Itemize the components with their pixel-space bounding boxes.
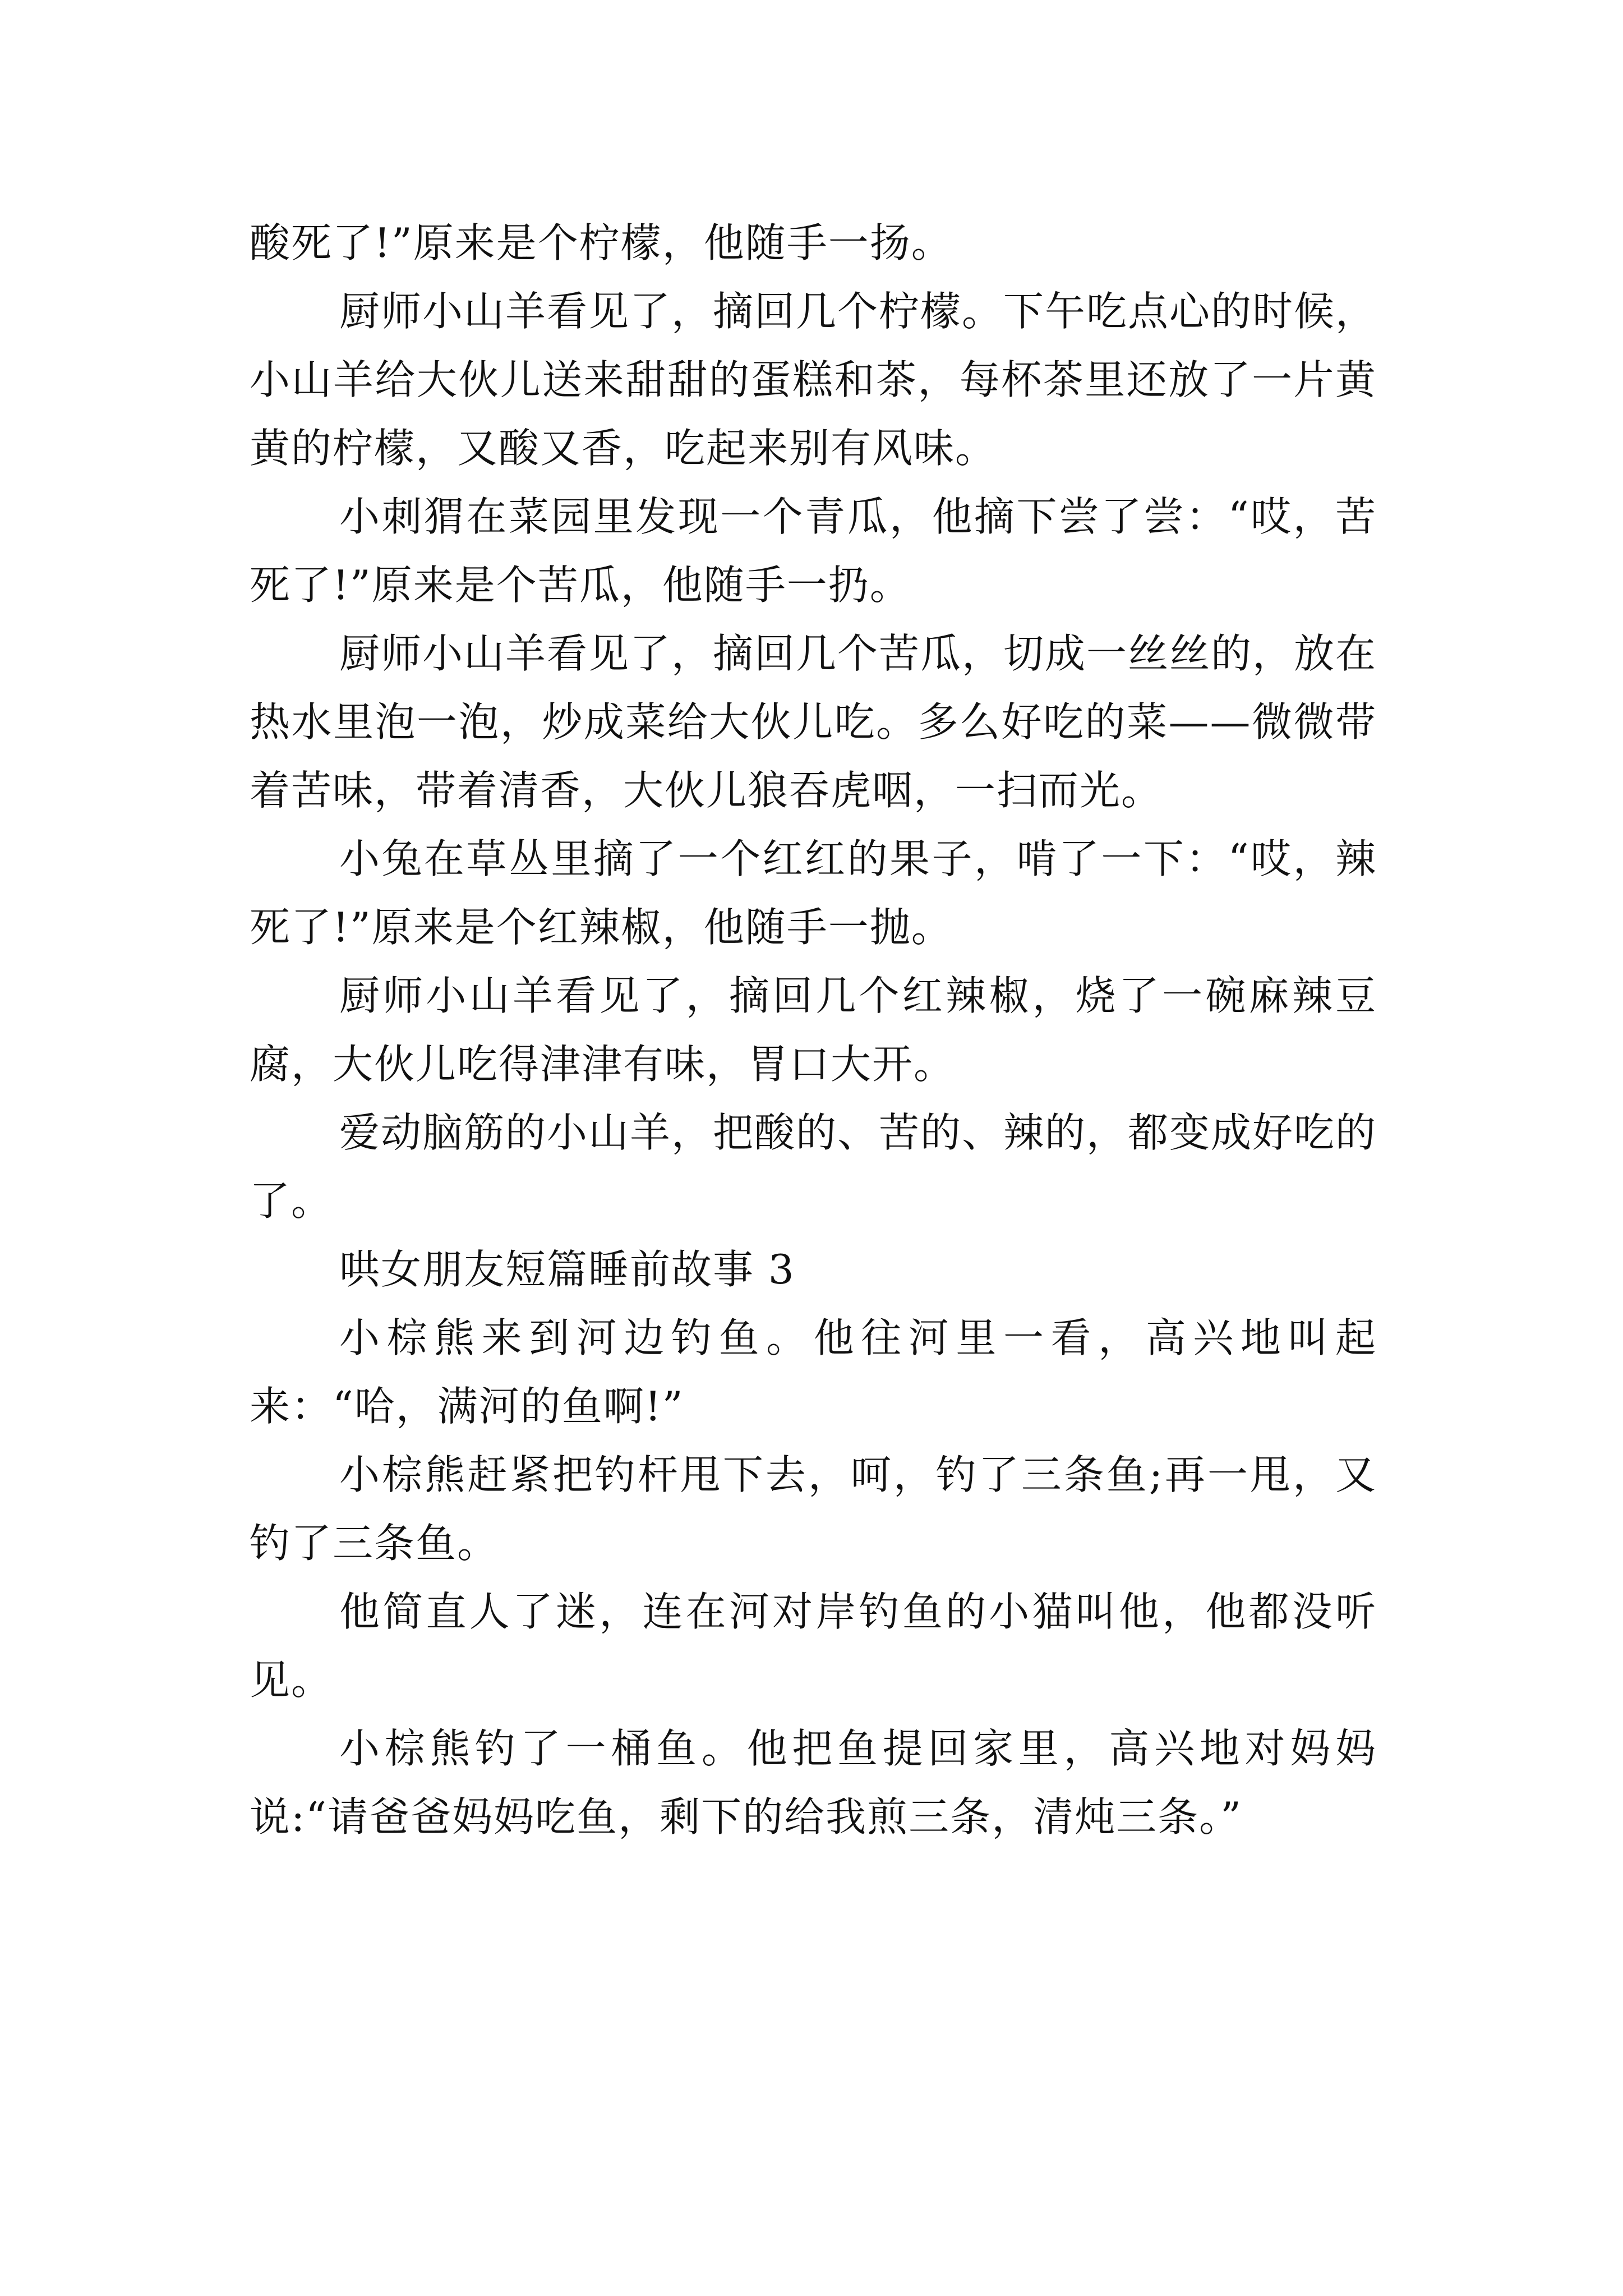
paragraph: 爱动脑筋的小山羊，把酸的、苦的、辣的，都变成好吃的了。 — [250, 1109, 1377, 1225]
paragraph: 厨师小山羊看见了，摘回几个柠檬。下午吃点心的时候，小山羊给大伙儿送来甜甜的蛋糕和茶，每杯茶里还放了一片黄黄的柠檬，又酸又香，吃起来别有风味。 — [250, 288, 1377, 472]
section-title: 哄女朋友短篇睡前故事 3 — [339, 1246, 795, 1293]
paragraph: 小兔在草丛里摘了一个红红的果子，啃了一下：“哎，辣死了!”原来是个红辣椒，他随手一抛。 — [250, 835, 1377, 951]
paragraph: 小棕熊钓了一桶鱼。他把鱼提回家里，高兴地对妈妈说:“请爸爸妈妈吃鱼，剩下的给我煎三条，清炖三条。” — [250, 1725, 1377, 1841]
paragraph: 厨师小山羊看见了，摘回几个红辣椒，烧了一碗麻辣豆腐，大伙儿吃得津津有味，胃口大开。 — [250, 972, 1377, 1088]
paragraph: 小刺猬在菜园里发现一个青瓜，他摘下尝了尝：“哎，苦死了!”原来是个苦瓜，他随手一扔。 — [250, 493, 1377, 609]
paragraph: 他简直人了迷，连在河对岸钓鱼的小猫叫他，他都没听见。 — [250, 1588, 1377, 1704]
paragraph: 小棕熊赶紧把钓杆甩下去，呵，钓了三条鱼;再一甩，又钓了三条鱼。 — [250, 1451, 1377, 1567]
document-body — [250, 209, 1377, 1851]
paragraph-continued: 酸死了!”原来是个柠檬，他随手一扬。 — [250, 219, 953, 266]
paragraph: 厨师小山羊看见了，摘回几个苦瓜，切成一丝丝的，放在热水里泡一泡，炒成菜给大伙儿吃。多么好吃的菜——微微带着苦味，带着清香，大伙儿狼吞虎咽，一扫而光。 — [250, 630, 1377, 814]
paragraph: 小棕熊来到河边钓鱼。他往河里一看，高兴地叫起来：“哈，满河的鱼啊!” — [250, 1314, 1377, 1430]
